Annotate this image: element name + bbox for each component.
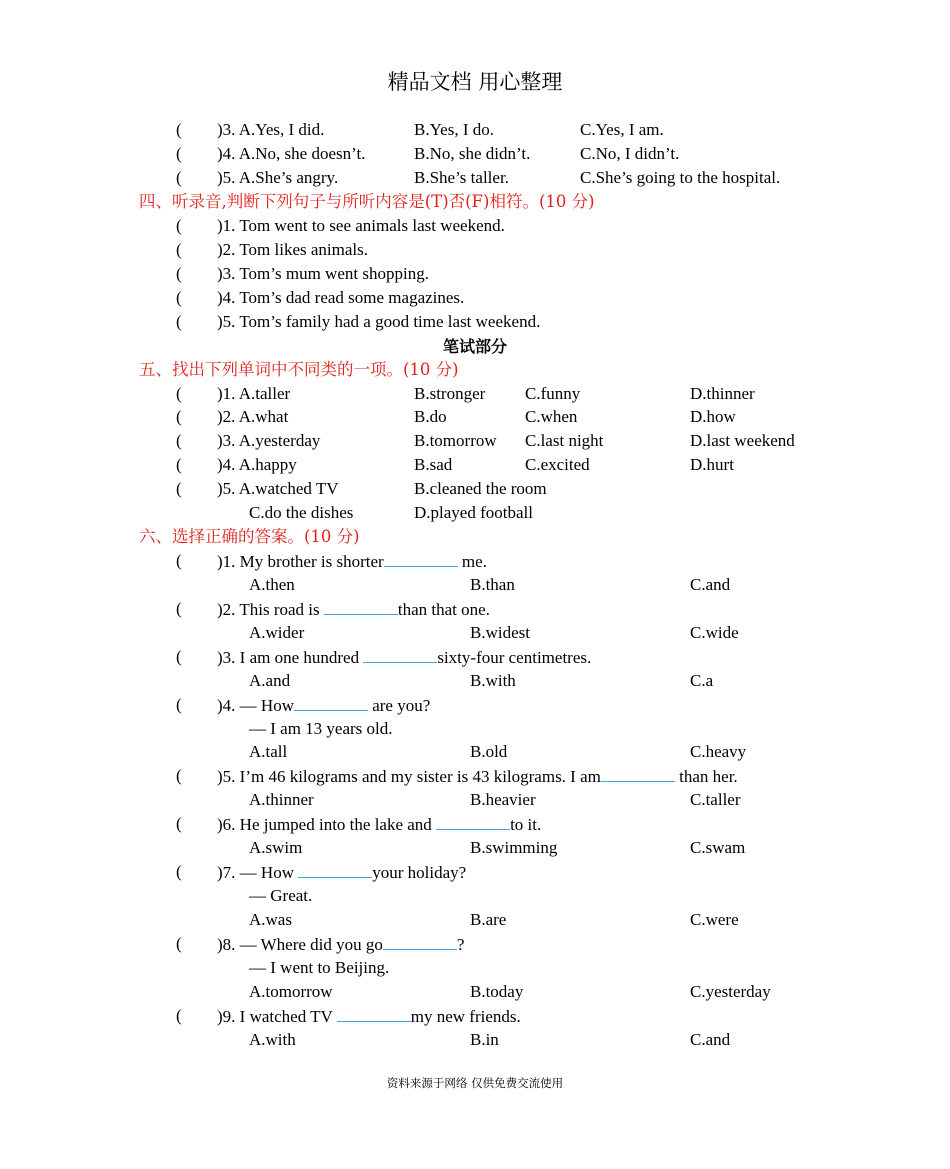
option-a: )3. A.yesterday	[217, 431, 321, 450]
option-c: C.taller	[690, 790, 741, 809]
question-text	[217, 860, 466, 885]
mc-question-7	[0, 860, 950, 884]
option-c: C.wide	[690, 623, 739, 642]
option-b: B.do	[414, 407, 447, 426]
listen-item-3	[0, 118, 950, 142]
question-pre: )6. He jumped into the lake and	[217, 815, 437, 834]
mc-question-8	[0, 932, 950, 956]
question-pre: )7. — How	[217, 863, 299, 882]
odd-one-item-5-cont	[0, 501, 950, 525]
answer-blank	[324, 597, 398, 615]
option-a: A.tomorrow	[249, 982, 333, 1001]
option-a: )1. A.taller	[217, 384, 291, 403]
option-a: A.with	[249, 1030, 296, 1049]
option-b: B.are	[470, 910, 507, 929]
answer-blank	[298, 860, 372, 878]
option-c: C.swam	[690, 838, 746, 857]
question-pre: )9. I watched TV	[217, 1007, 337, 1026]
option-c: C.and	[690, 575, 731, 594]
statement-text: )3. Tom’s mum went shopping.	[217, 264, 429, 283]
statement-text: )1. Tom went to see animals last weekend.	[217, 216, 505, 235]
option-b: B.swimming	[470, 838, 558, 857]
option-c: C.a	[690, 671, 714, 690]
mc-question-9	[0, 1004, 950, 1028]
option-b: B.stronger	[414, 384, 486, 403]
mc-options-2	[0, 621, 950, 645]
option-d: D.played football	[414, 503, 533, 522]
mc-options-5	[0, 788, 950, 812]
option-a: A.was	[249, 910, 292, 929]
question-text	[217, 597, 490, 622]
tf-item-2	[0, 238, 950, 262]
answer-blank	[384, 549, 458, 567]
option-b: B.No, she didn’t.	[414, 144, 531, 163]
answer-bracket: (	[176, 934, 182, 953]
statement-text: )2. Tom likes animals.	[217, 240, 369, 259]
tf-item-5	[0, 310, 950, 334]
question-text: )3. A.Yes, I did.	[217, 120, 325, 139]
answer-bracket: (	[176, 312, 182, 331]
answer-bracket: (	[176, 766, 182, 785]
question-post: to it.	[510, 815, 542, 834]
question-text: )5. A.She’s angry.	[217, 168, 339, 187]
odd-one-item-1	[0, 382, 950, 406]
option-a: A.tall	[249, 742, 288, 761]
option-b: B.with	[470, 671, 516, 690]
answer-blank	[337, 1004, 411, 1022]
question-text: )4. A.No, she doesn’t.	[217, 144, 366, 163]
question-pre: )4. — How	[217, 696, 294, 715]
option-c: C.when	[525, 407, 578, 426]
question-text	[217, 549, 487, 574]
statement-text: )4. Tom’s dad read some magazines.	[217, 288, 465, 307]
option-c: C.She’s going to the hospital.	[580, 168, 781, 187]
mc-options-9	[0, 1028, 950, 1052]
option-d: D.thinner	[690, 384, 755, 403]
tf-item-1	[0, 214, 950, 238]
answer-bracket: (	[176, 407, 182, 426]
question-post: me.	[457, 552, 487, 571]
option-c: C.excited	[525, 455, 590, 474]
option-c: C.do the dishes	[249, 503, 354, 522]
option-b: B.today	[470, 982, 524, 1001]
question-post: than that one.	[397, 600, 490, 619]
question-pre: )1. My brother is shorter	[217, 552, 384, 571]
dialogue-reply-4: — I am 13 years old.	[249, 719, 393, 738]
answer-bracket: (	[176, 862, 182, 881]
option-b: B.Yes, I do.	[414, 120, 494, 139]
answer-bracket: (	[176, 144, 182, 163]
question-text	[217, 645, 591, 670]
answer-bracket: (	[176, 216, 182, 235]
odd-one-item-5	[0, 477, 950, 501]
listen-item-5	[0, 166, 950, 190]
question-text	[217, 1004, 521, 1029]
question-pre: )8. — Where did you go	[217, 935, 383, 954]
option-b: B.heavier	[470, 790, 536, 809]
odd-one-item-2	[0, 405, 950, 429]
page-header: 精品文档 用心整理	[387, 70, 563, 94]
answer-bracket: (	[176, 168, 182, 187]
section6-title: 六、选择正确的答案。(10 分)	[139, 527, 360, 546]
mc-question-5	[0, 764, 950, 788]
answer-bracket: (	[176, 479, 182, 498]
question-pre: )5. I’m 46 kilograms and my sister is 43 kilograms. I am	[217, 767, 601, 786]
answer-blank	[363, 645, 437, 663]
option-d: D.hurt	[690, 455, 734, 474]
option-a: A.and	[249, 671, 291, 690]
question-text	[217, 932, 464, 957]
option-d: D.how	[690, 407, 736, 426]
mc-options-1	[0, 573, 950, 597]
option-a: A.swim	[249, 838, 303, 857]
option-b: B.tomorrow	[414, 431, 497, 450]
option-b: B.widest	[470, 623, 530, 642]
question-text	[217, 764, 738, 789]
section5-title: 五、找出下列单词中不同类的一项。(10 分)	[139, 360, 459, 379]
option-c: C.Yes, I am.	[580, 120, 664, 139]
answer-blank	[294, 693, 368, 711]
question-post: my new friends.	[410, 1007, 521, 1026]
option-b: B.cleaned the room	[414, 479, 547, 498]
question-post: your holiday?	[372, 863, 467, 882]
answer-bracket: (	[176, 599, 182, 618]
odd-one-item-3	[0, 429, 950, 453]
tf-item-3	[0, 262, 950, 286]
answer-bracket: (	[176, 695, 182, 714]
question-post: are you?	[367, 696, 431, 715]
mc-options-7	[0, 908, 950, 932]
dialogue-reply-7: — Great.	[249, 886, 313, 905]
tf-item-4	[0, 286, 950, 310]
section4-title: 四、听录音,判断下列句子与所听内容是(T)否(F)相符。(10 分)	[139, 192, 595, 211]
odd-one-item-4	[0, 453, 950, 477]
question-pre: )2. This road is	[217, 600, 324, 619]
mc-options-8	[0, 980, 950, 1004]
answer-bracket: (	[176, 384, 182, 403]
answer-bracket: (	[176, 240, 182, 259]
answer-bracket: (	[176, 814, 182, 833]
option-a: )2. A.what	[217, 407, 289, 426]
question-text	[217, 812, 541, 837]
option-c: C.No, I didn’t.	[580, 144, 680, 163]
option-b: B.She’s taller.	[414, 168, 509, 187]
option-c: C.and	[690, 1030, 731, 1049]
option-a: A.thinner	[249, 790, 314, 809]
option-b: B.sad	[414, 455, 453, 474]
option-c: C.were	[690, 910, 739, 929]
mc-options-4	[0, 740, 950, 764]
answer-bracket: (	[176, 264, 182, 283]
dialogue-reply-8: — I went to Beijing.	[249, 958, 390, 977]
answer-bracket: (	[176, 120, 182, 139]
option-a: )4. A.happy	[217, 455, 297, 474]
mc-question-2	[0, 597, 950, 621]
mc-question-1	[0, 549, 950, 573]
question-text	[217, 693, 430, 718]
option-d: D.last weekend	[690, 431, 795, 450]
question-post: than her.	[674, 767, 738, 786]
option-b: B.old	[470, 742, 508, 761]
answer-bracket: (	[176, 551, 182, 570]
answer-bracket: (	[176, 647, 182, 666]
answer-bracket: (	[176, 1006, 182, 1025]
option-b: B.than	[470, 575, 515, 594]
answer-blank	[383, 932, 457, 950]
written-part-title: 笔试部分	[442, 337, 507, 356]
answer-bracket: (	[176, 288, 182, 307]
question-pre: )3. I am one hundred	[217, 648, 364, 667]
mc-question-4	[0, 693, 950, 717]
mc-options-6	[0, 836, 950, 860]
answer-bracket: (	[176, 431, 182, 450]
listen-item-4	[0, 142, 950, 166]
answer-blank	[436, 812, 510, 830]
mc-question-6	[0, 812, 950, 836]
option-c: C.yesterday	[690, 982, 771, 1001]
mc-question-3	[0, 645, 950, 669]
mc-options-3	[0, 669, 950, 693]
question-post: sixty-four centimetres.	[437, 648, 592, 667]
option-c: C.heavy	[690, 742, 747, 761]
option-c: C.last night	[525, 431, 604, 450]
answer-blank	[601, 764, 675, 782]
option-a: )5. A.watched TV	[217, 479, 339, 498]
statement-text: )5. Tom’s family had a good time last weekend.	[217, 312, 541, 331]
option-c: C.funny	[525, 384, 581, 403]
answer-bracket: (	[176, 455, 182, 474]
option-a: A.then	[249, 575, 295, 594]
page-footer: 资料来源于网络 仅供免费交流使用	[386, 1076, 564, 1090]
option-a: A.wider	[249, 623, 305, 642]
option-b: B.in	[470, 1030, 499, 1049]
question-post: ?	[456, 935, 465, 954]
